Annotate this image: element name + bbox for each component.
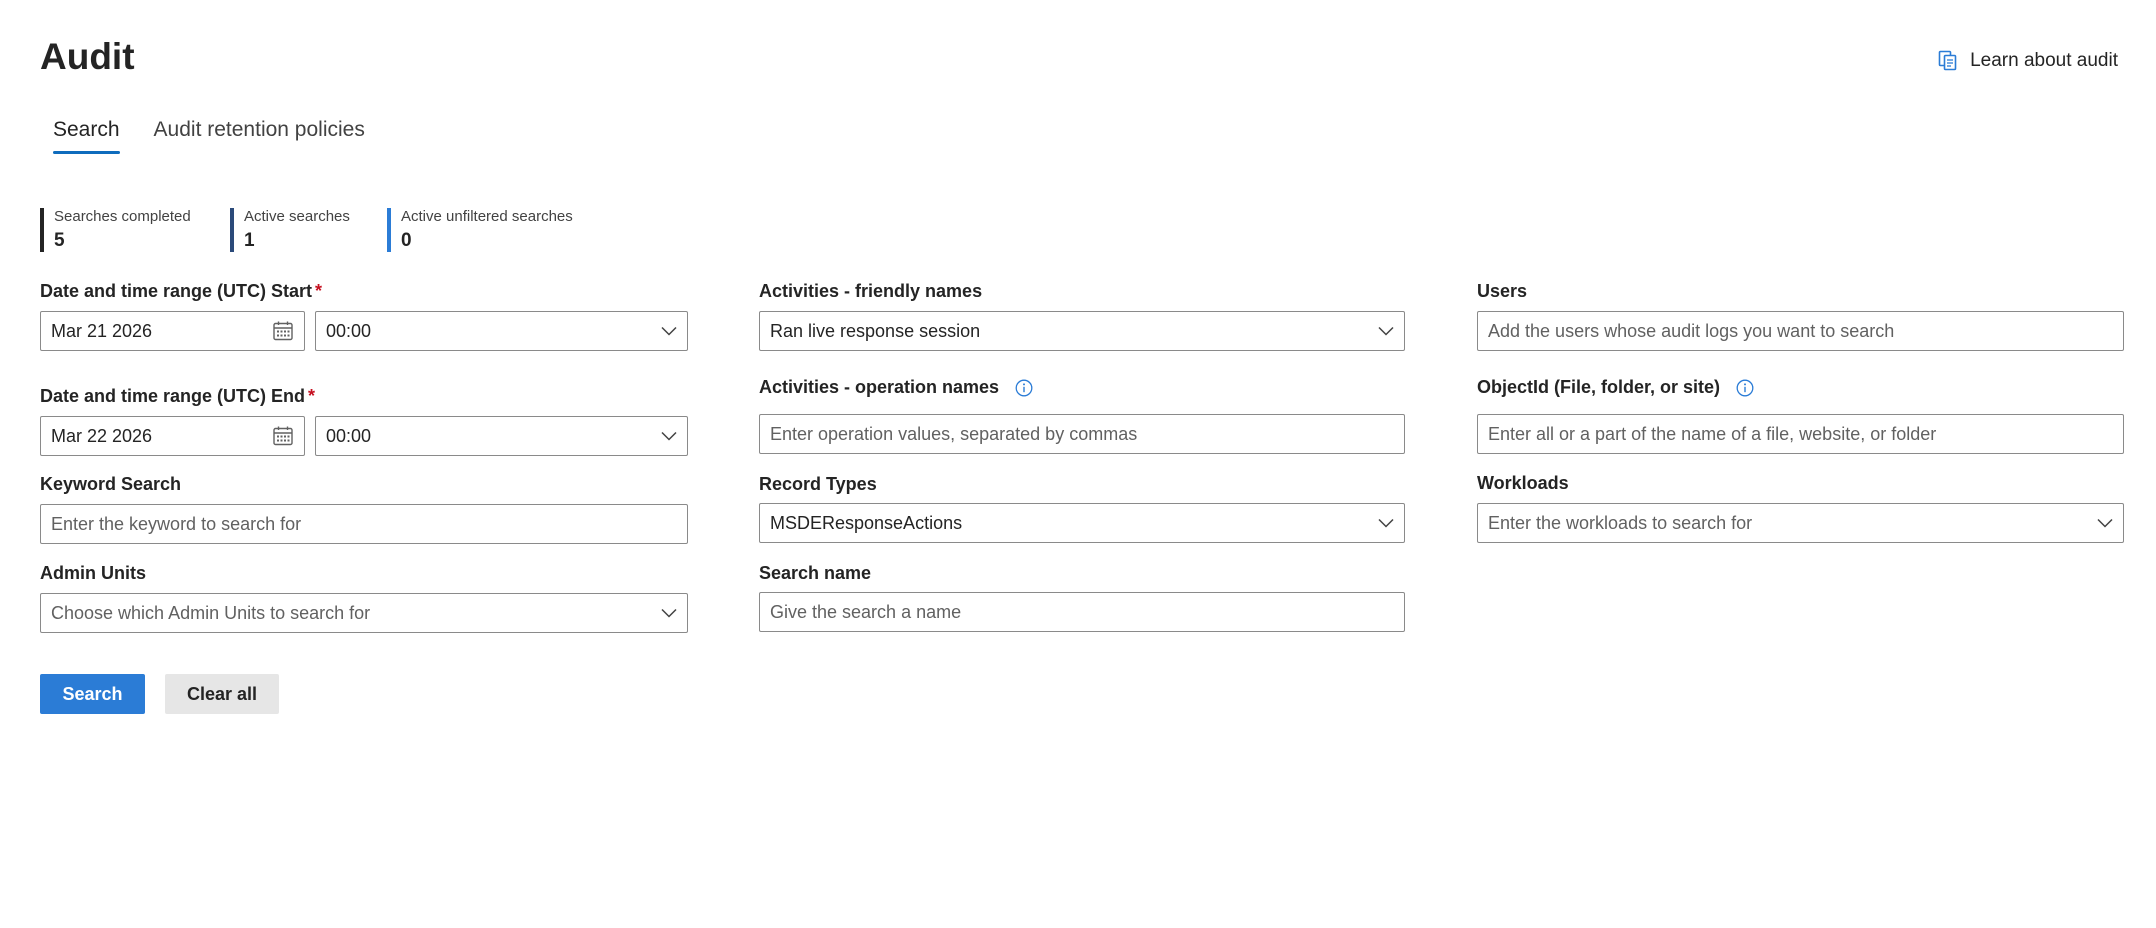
object-id-input[interactable]: [1477, 414, 2124, 454]
object-id-label: [1477, 377, 1754, 398]
page-title: Audit: [40, 36, 135, 77]
stat-value: 5: [54, 230, 65, 251]
admin-units-label: Admin Units: [40, 563, 146, 583]
object-id-label-text: ObjectId (File, folder, or site): [1477, 377, 1721, 397]
workloads-label: Workloads: [1477, 473, 1569, 493]
tab-bar: [53, 118, 365, 154]
calendar-icon[interactable]: [272, 320, 294, 342]
stat-value: 0: [401, 230, 412, 251]
keyword-search-label: Keyword Search: [40, 474, 182, 494]
users-placeholder: Add the users whose audit logs you want to search: [1488, 320, 1895, 341]
activities-operation-names-placeholder: Enter operation values, separated by commas: [770, 423, 1138, 444]
workloads-dropdown[interactable]: [1477, 503, 2124, 543]
start-time-dropdown[interactable]: [315, 311, 688, 351]
chevron-down-icon: [2097, 518, 2113, 528]
info-icon[interactable]: [1015, 379, 1033, 397]
stat-bar: [40, 208, 44, 252]
stat-bar: [387, 208, 391, 252]
keyword-search-placeholder: Enter the keyword to search for: [51, 513, 302, 534]
stat-label: Searches completed: [54, 208, 191, 225]
search-stats: [40, 208, 573, 252]
required-marker: *: [308, 386, 316, 406]
start-date-value: Mar 21 2026: [51, 320, 153, 341]
record-types-label: Record Types: [759, 474, 877, 494]
stat-bar: [230, 208, 234, 252]
keyword-search-input[interactable]: [40, 504, 688, 544]
chevron-down-icon: [1378, 326, 1394, 336]
tab-audit-retention-policies[interactable]: Audit retention policies: [153, 118, 365, 141]
chevron-down-icon: [661, 608, 677, 618]
end-date-label-text: Date and time range (UTC) End: [40, 386, 306, 406]
activities-friendly-names-label: Activities - friendly names: [759, 281, 983, 301]
stat-searches-completed: [40, 208, 230, 252]
stat-active-unfiltered-searches: [387, 208, 573, 252]
activities-friendly-names-dropdown[interactable]: [759, 311, 1405, 351]
stat-label: Active unfiltered searches: [401, 208, 573, 225]
users-input[interactable]: [1477, 311, 2124, 351]
start-date-label: [40, 281, 322, 302]
activities-friendly-names-value: Ran live response session: [770, 320, 981, 341]
end-date-picker[interactable]: [40, 416, 305, 456]
end-date-value: Mar 22 2026: [51, 425, 153, 446]
learn-about-audit-label: Learn about audit: [1970, 50, 2118, 71]
end-time-dropdown[interactable]: [315, 416, 688, 456]
info-icon[interactable]: [1736, 379, 1754, 397]
search-name-label: Search name: [759, 563, 872, 583]
activities-operation-names-label: [759, 377, 1033, 398]
activities-operation-names-input[interactable]: [759, 414, 1405, 454]
object-id-placeholder: Enter all or a part of the name of a file, website, or folder: [1488, 423, 1937, 444]
start-date-picker[interactable]: [40, 311, 305, 351]
users-label: Users: [1477, 281, 1528, 301]
end-date-label: [40, 386, 315, 407]
clear-all-button[interactable]: Clear all: [165, 674, 279, 714]
start-date-label-text: Date and time range (UTC) Start: [40, 281, 313, 301]
start-time-value: 00:00: [326, 320, 372, 341]
stat-value: 1: [244, 230, 255, 251]
learn-about-audit-link[interactable]: [1938, 50, 2118, 72]
stat-active-searches: [230, 208, 387, 252]
documents-icon: [1938, 50, 1958, 72]
search-button[interactable]: Search: [40, 674, 145, 714]
chevron-down-icon: [661, 431, 677, 441]
tab-search[interactable]: Search: [53, 118, 120, 154]
chevron-down-icon: [1378, 518, 1394, 528]
admin-units-dropdown[interactable]: [40, 593, 688, 633]
chevron-down-icon: [661, 326, 677, 336]
record-types-dropdown[interactable]: [759, 503, 1405, 543]
search-name-placeholder: Give the search a name: [770, 601, 962, 622]
workloads-placeholder: Enter the workloads to search for: [1488, 512, 1753, 533]
activities-operation-names-label-text: Activities - operation names: [759, 377, 1000, 397]
admin-units-placeholder: Choose which Admin Units to search for: [51, 602, 371, 623]
calendar-icon[interactable]: [272, 425, 294, 447]
required-marker: *: [315, 281, 323, 301]
record-types-value: MSDEResponseActions: [770, 512, 963, 533]
search-name-input[interactable]: [759, 592, 1405, 632]
stat-label: Active searches: [244, 208, 350, 225]
end-time-value: 00:00: [326, 425, 372, 446]
